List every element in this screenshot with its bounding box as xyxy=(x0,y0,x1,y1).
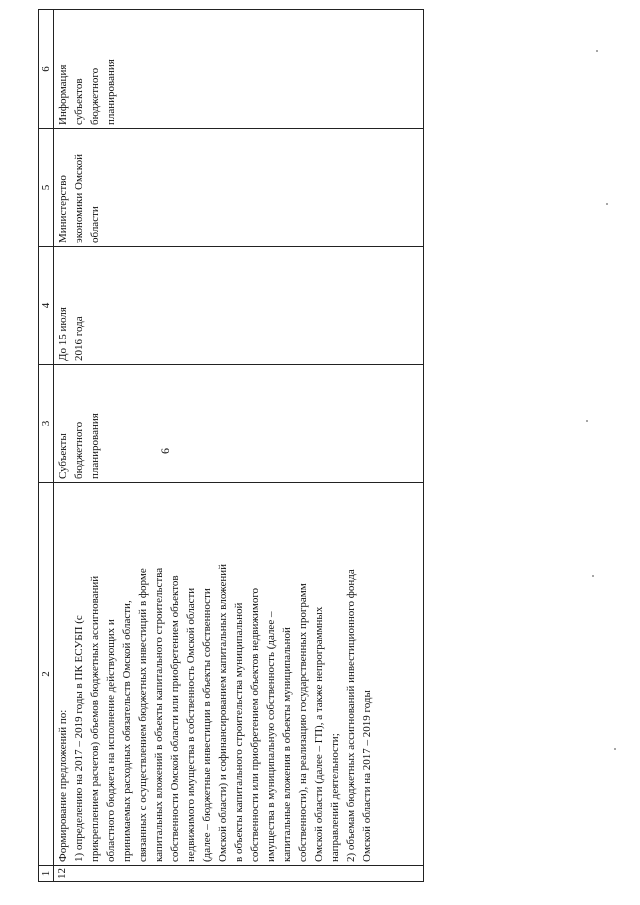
text-line: областного бюджета на исполнение действующих и xyxy=(105,619,117,862)
text-line: субъектов xyxy=(73,78,85,125)
responsible-text xyxy=(55,132,103,243)
responsible-cell xyxy=(54,129,424,247)
scan-artifact xyxy=(606,203,608,205)
header-cell-6: 6 xyxy=(39,10,54,129)
text-line: 2016 года xyxy=(73,316,85,361)
result-text xyxy=(55,13,119,125)
text-line: планирования xyxy=(105,59,117,125)
text-line: 2) объемам бюджетных ассигнований инвестиционного фонда xyxy=(345,569,357,862)
text-line: собственности Омской области или приобретением объектов xyxy=(169,575,181,862)
text-line: До 15 июля xyxy=(57,307,69,361)
text-line: недвижимого имущества в собственность Омской области xyxy=(185,587,197,862)
scan-artifact xyxy=(586,420,588,422)
text-line: собственности или приобретением объектов недвижимого xyxy=(249,587,261,862)
rotated-table-container xyxy=(38,10,424,882)
text-line: Формирование предложений по: xyxy=(57,709,69,862)
text-line: Омской области на 2017 – 2019 годы xyxy=(361,690,373,862)
header-cell-1: 1 xyxy=(39,866,54,882)
text-line: капитальные вложения в объекты муниципальной xyxy=(281,627,293,862)
scan-artifact xyxy=(596,50,598,52)
text-line: Министерство xyxy=(57,175,69,243)
executor-cell xyxy=(54,365,424,483)
text-line: бюджетного xyxy=(73,421,85,479)
text-line: (далее – бюджетные инвестиции в объекты собственности xyxy=(201,588,213,862)
row-number-cell: 12 xyxy=(54,866,424,882)
text-line: направлений деятельности; xyxy=(329,733,341,862)
text-line: принимаемых расходных обязательств Омской области, xyxy=(121,600,133,862)
description-cell xyxy=(54,483,424,866)
header-cell-2: 2 xyxy=(39,483,54,866)
deadline-text xyxy=(55,250,87,361)
text-line: капитальных вложений в объекты капитального строительства xyxy=(153,567,165,862)
text-line: 1) определению на 2017 – 2019 годы в ПК ЕСУБП (с xyxy=(73,615,85,862)
result-cell xyxy=(54,10,424,129)
text-line: области xyxy=(89,206,101,243)
header-cell-4: 4 xyxy=(39,247,54,365)
header-cell-5: 5 xyxy=(39,129,54,247)
page-number: 6 xyxy=(158,448,172,454)
text-line: прикреплением расчетов) объемов бюджетных ассигнований xyxy=(89,575,101,862)
text-line: планирования xyxy=(89,413,101,479)
header-cell-3: 3 xyxy=(39,365,54,483)
text-line: Субъекты xyxy=(57,433,69,479)
scan-artifact xyxy=(592,575,594,577)
deadline-cell xyxy=(54,247,424,365)
text-line: экономики Омской xyxy=(73,154,85,243)
executor-text xyxy=(55,368,103,479)
scan-artifact xyxy=(614,748,616,750)
text-line: Информация xyxy=(57,64,69,125)
text-line: бюджетного xyxy=(89,67,101,125)
table-header-row xyxy=(39,10,54,882)
table-row xyxy=(54,10,424,882)
text-line: имущества в муниципальную собственность (далее – xyxy=(265,611,277,862)
text-line: связанных с осуществлением бюджетных инвестиций в форме xyxy=(137,568,149,862)
plan-table xyxy=(38,9,424,882)
text-line: Омской области (далее – ГП), а также непрограммных xyxy=(313,606,325,862)
text-line: Омской области) и софинансированием капитальных вложений xyxy=(217,563,229,862)
text-line: собственности), на реализацию государственных программ xyxy=(297,583,309,862)
description-text xyxy=(55,486,375,862)
text-line: в объекты капитального строительства муниципальной xyxy=(233,602,245,862)
